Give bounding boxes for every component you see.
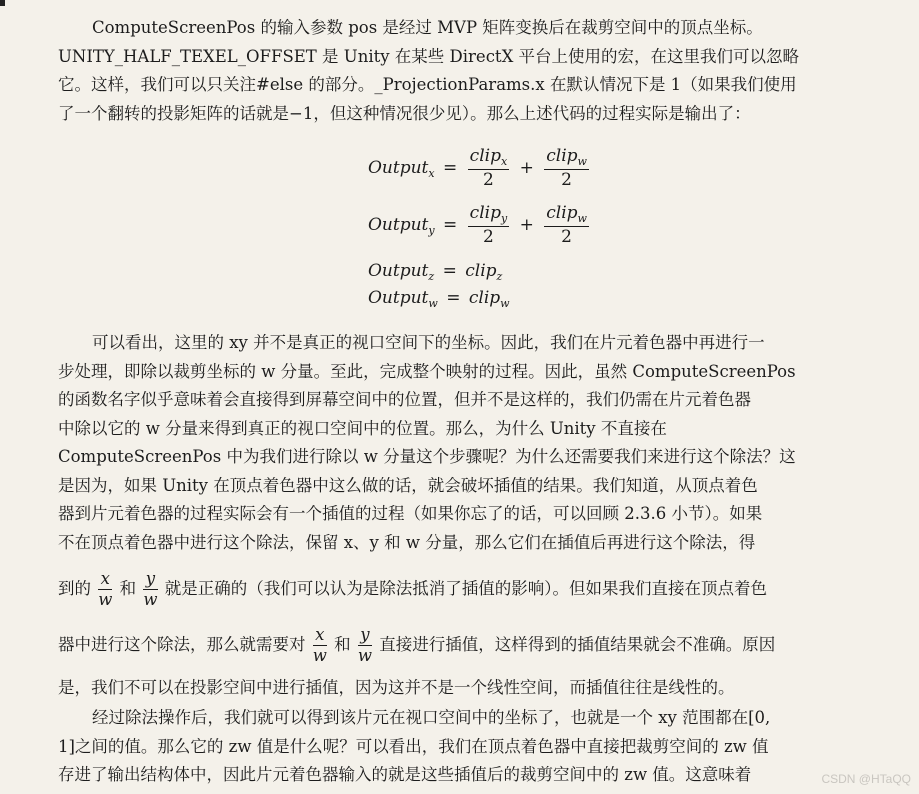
text-line: 了一个翻转的投影矩阵的话就是−1，但这种情况很少见）。那么上述代码的过程实际是输出了： [58,103,751,123]
text-line: 1]之间的值。那么它的 zw 值是什么呢？可以看出，我们在顶点着色器中直接把裁剪空间的 zw 值 [58,736,769,756]
paragraph-division [58,704,884,790]
text-line: 步处理，即除以裁剪坐标的 w 分量。至此，完成整个映射的过程。因此，虽然 ComputeScreenPos [58,361,796,381]
fraction-y-over-w: $\frac{y}{w}$ [357,624,372,665]
equation-output-x: Output$_x$ = $\frac{clip_x}{2}$ + $\frac{clip_w}{2}$ [368,146,587,190]
text-line: 器到片元着色器的过程实际会有一个插值的过程（如果你忘了的话，可以回顾 2.3.6 小节）。如果 [58,504,763,523]
text-line-last: 是，我们不可以在投影空间中进行插值，因为这并不是一个线性空间，而插值往往是线性的。 [58,678,735,697]
text-line: UNITY_HALF_TEXEL_OFFSET 是 Unity 在某些 DirectX 平台上使用的宏，在这里我们可以忽略 [58,46,800,66]
equation-output-y: Output$_y$ = $\frac{clip_y}{2}$ + $\frac{clip_w}{2}$ [368,203,587,247]
text-line: ComputeScreenPos 中为我们进行除以 w 分量这个步骤呢？为什么还需要我们来进行这个除法？这 [58,447,796,466]
fraction: $\frac{clip_w}{2}$ [546,203,587,247]
fraction-x-over-w: $\frac{x}{w}$ [312,624,327,665]
fraction-y-over-w: $\frac{y}{w}$ [143,568,158,609]
fraction-x-over-w: $\frac{x}{w}$ [98,568,113,609]
text-line: 存进了输出结构体中，因此片元着色器输入的就是这些插值后的裁剪空间中的 zw 值。这意味着 [58,765,752,784]
equation-output-w: Output$_w$ = clip$_w$ [368,288,510,310]
text-line: 不在顶点着色器中进行这个除法，保留 x、y 和 w 分量，那么它们在插值后再进行这个除法，得 [58,532,756,552]
fraction: $\frac{clip_x}{2}$ [469,146,508,190]
text-line: 经过除法操作后，我们就可以得到该片元在视口空间中的坐标了，也就是一个 xy 范围都在[0, [92,708,771,727]
text-line-fractions-2: 器中进行这个除法，那么就需要对 $\frac{x}{w}$ 和 $\frac{y}{w}$ 直接进行插值，这样得到的插值结果就会不准确。原因 [58,624,776,665]
fraction: $\frac{clip_y}{2}$ [469,203,508,247]
text-line: ComputeScreenPos 的输入参数 pos 是经过 MVP 矩阵变换后在裁剪空间中的顶点坐标。 [92,18,763,37]
text-line: 它。这样，我们可以只关注#else 的部分。_ProjectionParams.x 在默认情况下是 1（如果我们使用 [58,75,797,94]
text-line: 中除以它的 w 分量来得到真正的视口空间中的位置。那么，为什么 Unity 不直接在 [58,418,667,438]
page-edge-mark [0,0,5,6]
fraction: $\frac{clip_w}{2}$ [546,146,587,190]
text-line-fractions-1: 到的 $\frac{x}{w}$ 和 $\frac{y}{w}$ 就是正确的（我们可以认为是除法抵消了插值的影响）。但如果我们直接在顶点着色 [58,568,767,609]
paragraph-intro [58,14,884,128]
watermark: CSDN @HTaQQ [821,772,911,786]
text-line: 可以看出，这里的 xy 并不是真正的视口空间下的坐标。因此，我们在片元着色器中再进行一 [92,333,765,352]
equation-output-z: Output$_z$ = clip$_z$ [368,261,503,283]
paragraph-explanation [58,329,884,557]
text-line: 的函数名字似乎意味着会直接得到屏幕空间中的位置，但并不是这样的，我们仍需在片元着色器 [58,390,751,409]
text-line: 是因为，如果 Unity 在顶点着色器中这么做的话，就会破坏插值的结果。我们知道，从顶点着色 [58,475,758,495]
